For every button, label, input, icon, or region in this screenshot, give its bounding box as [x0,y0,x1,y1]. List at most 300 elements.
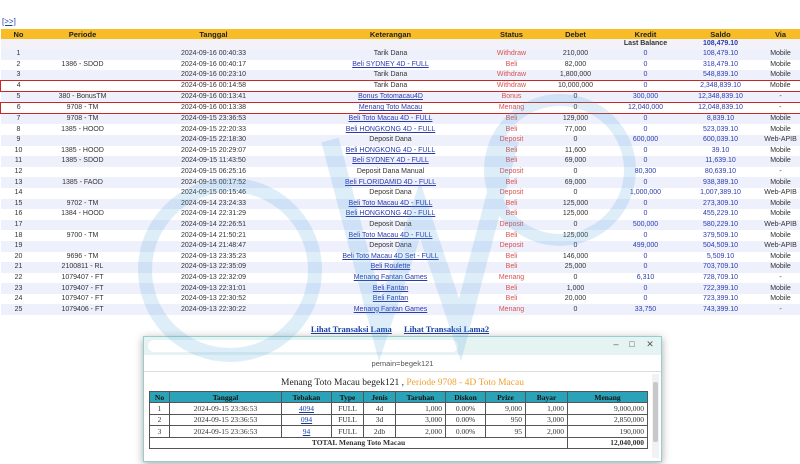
table-row [1,124,800,135]
popup-tab[interactable] [148,340,458,352]
table-row [1,220,800,231]
popup-scrollbar-thumb[interactable] [653,382,658,442]
row-no: 25 [14,305,23,313]
win-col-taruhan: Taruhan [396,392,446,403]
row-tanggal: 2024-09-14 22:26:51 [181,221,246,229]
row-saldo: 2,348,839.10 [700,82,741,90]
row-status: Withdraw [496,50,527,58]
row-no: 23 [14,284,23,292]
row-tanggal: 2024-09-15 23:36:53 [181,115,246,123]
row-no: 17 [14,221,23,229]
row-debet: 0 [573,305,578,313]
popup-scrollbar[interactable] [652,374,659,458]
row-saldo: 318,479.10 [702,60,739,68]
table-row [1,167,800,178]
popup-heading-period: Periode 9708 - 4D Toto Macau [406,378,524,388]
table-header-row [1,29,800,39]
old-transactions2-link[interactable]: Lihat Transaksi Lama2 [403,324,490,334]
row-saldo: 723,399.10 [702,295,739,303]
win-cell-no: 3 [150,426,170,438]
row-via: Web-APIB [764,221,797,229]
table-row [1,241,800,252]
row-kredit: 600,000 [632,136,659,144]
table-row [1,283,800,294]
row-debet: 210,000 [562,50,589,58]
row-keterangan[interactable]: Beli Fantan [372,295,409,303]
row-debet: 69,000 [564,178,587,186]
row-status: Menang [498,305,525,313]
row-debet: 0 [573,242,578,250]
row-status: Beli [505,263,518,271]
win-tebakan-link[interactable]: 4094 [299,403,314,413]
row-periode: 9708 - TM [66,104,99,112]
row-no: 24 [14,295,23,303]
row-no: 22 [14,273,23,281]
row-no: 10 [14,146,23,154]
row-periode: 1385 - HOOD [61,125,104,133]
row-kredit: 0 [643,263,648,271]
row-saldo: 39.10 [711,146,730,154]
win-cell-bayar: 2,000 [526,426,568,438]
row-keterangan: Deposit Dana Manual [356,168,425,176]
row-status: Deposit [499,136,524,144]
row-debet: 1,800,000 [559,71,592,79]
row-keterangan[interactable]: Beli Fantan [372,284,409,292]
col-saldo: Saldo [681,29,761,39]
win-header-row [150,392,648,403]
row-kredit: 0 [643,71,648,79]
row-status: Beli [505,284,518,292]
row-debet: 82,000 [564,60,587,68]
row-debet: 11,600 [565,146,586,154]
win-cell-prize: 95 [486,426,526,438]
row-saldo: 8,839.10 [706,115,735,123]
row-periode: 9696 - TM [66,252,99,260]
row-saldo: 11,639.10 [705,157,736,165]
row-tanggal: 2024-09-16 00:40:33 [181,50,246,58]
win-tebakan-link[interactable]: 94 [302,426,311,436]
row-periode: 380 - BonusTM [58,93,107,101]
row-keterangan[interactable]: Beli Toto Macau 4D Set - FULL [342,252,439,260]
row-debet: 0 [573,136,578,144]
row-periode: 1079407 - FT [61,284,104,292]
row-periode: 1386 - SDOD [61,60,104,68]
win-cell-bayar: 3,000 [526,414,568,426]
popup-heading [144,372,661,391]
row-tanggal: 2024-09-15 06:25:16 [181,168,246,176]
row-debet: 0 [573,93,578,101]
row-tanggal: 2024-09-14 21:50:21 [181,231,246,239]
row-via: Mobile [770,71,791,79]
row-keterangan[interactable]: Beli Roulette [370,263,411,271]
win-cell-bayar: 1,000 [526,403,568,415]
row-via: Mobile [770,178,791,186]
row-via: Mobile [769,82,791,90]
row-kredit: 33,750 [634,305,657,313]
row-tanggal: 2024-09-15 00:17:52 [181,178,246,186]
row-via: Mobile [770,115,791,123]
row-tanggal: 2024-09-15 00:15:46 [181,189,246,197]
row-kredit: 500,000 [632,221,659,229]
table-row [1,81,800,92]
row-status: Beli [505,210,518,218]
row-kredit: 300,000 [632,93,659,101]
row-via: Mobile [770,157,791,165]
win-cell-tebakan [282,426,332,438]
row-debet: 10,000,000 [557,82,594,90]
last-balance-row [1,39,800,49]
row-keterangan: Deposit Dana [369,221,412,229]
row-saldo: 80,639.10 [704,168,737,176]
col-debet: Debet [541,29,611,39]
win-cell-taruhan: 1,000 [396,403,446,415]
row-kredit: 0 [643,146,648,154]
row-keterangan[interactable]: Menang Toto Macau [358,104,423,112]
win-tebakan-link[interactable]: 094 [300,415,313,425]
table-row [1,156,800,167]
win-col-tebakan: Tebakan [282,392,332,403]
row-status: Beli [505,157,518,165]
row-saldo: 5,509.10 [706,252,735,260]
popup-content [144,372,661,461]
row-status: Beli [505,115,518,123]
row-no: 1 [16,50,21,58]
table-row [1,304,800,315]
table-row [1,70,800,81]
row-debet: 20,000 [564,295,587,303]
row-status: Beli [505,60,518,68]
row-saldo: 379,509.10 [702,231,739,239]
row-via: Mobile [770,263,791,271]
row-periode: 1079406 - FT [61,305,104,313]
col-tanggal: Tanggal [129,29,299,39]
row-kredit: 0 [643,231,648,239]
row-saldo: 580,229.10 [702,221,739,229]
row-no: 21 [14,263,23,271]
col-periode: Periode [37,29,129,39]
row-kredit: 0 [643,82,648,90]
row-keterangan[interactable]: Beli HONGKONG 4D - FULL [345,146,436,154]
row-debet: 129,000 [562,115,589,123]
row-status: Deposit [499,189,524,197]
win-col-jenis: Jenis [364,392,396,403]
row-via: Mobile [770,295,791,303]
win-cell-menang: 9,000,000 [568,403,648,415]
table-row [1,188,800,199]
row-via: Mobile [770,125,791,133]
win-col-no: No [150,392,170,403]
row-status: Beli [505,125,518,133]
row-saldo: 108,479.10 [702,50,739,58]
row-debet: 0 [573,104,578,112]
row-periode: 1079407 - FT [61,273,104,281]
row-saldo: 743,399.10 [702,305,739,313]
win-total-row [150,437,648,449]
row-no: 11 [14,157,23,165]
minimize-icon[interactable]: – [613,339,619,349]
row-debet: 25,000 [564,263,587,271]
row-via: Web-APIB [764,136,797,144]
row-status: Beli [505,199,518,207]
row-periode: 1385 - SDOD [61,157,104,165]
row-keterangan[interactable]: Beli Toto Macau 4D - FULL [348,231,433,239]
row-tanggal: 2024-09-16 00:40:17 [181,60,246,68]
next-page-link[interactable]: [>>] [2,17,16,26]
row-tanggal: 2024-09-16 00:23:10 [181,71,246,79]
row-keterangan: Tarik Dana [373,50,408,58]
row-kredit: 0 [643,252,648,260]
win-col-type: Type [332,392,364,403]
row-saldo: 703,709.10 [702,263,739,271]
row-no: 2 [16,60,21,68]
row-no: 13 [14,178,23,186]
row-saldo: 273,309.10 [702,199,739,207]
win-cell-diskon: 0.00% [446,426,486,438]
maximize-icon[interactable]: □ [629,339,635,349]
table-row [1,92,800,103]
row-status: Deposit [499,168,524,176]
win-cell-tanggal: 2024-09-15 23:36:53 [170,403,282,415]
row-keterangan: Tarik Dana [373,82,408,90]
row-status: Deposit [499,221,524,229]
row-keterangan[interactable]: Beli SYDNEY 4D - FULL [352,60,429,68]
row-tanggal: 2024-09-13 22:35:09 [181,263,246,271]
row-tanggal: 2024-09-13 22:32:09 [181,273,246,281]
history-links [0,324,800,334]
row-via: Mobile [770,199,791,207]
row-via: - [779,104,782,112]
win-row [150,414,648,426]
table-row [1,114,800,125]
row-kredit: 0 [643,295,648,303]
row-status: Bonus [501,93,522,101]
col-kredit: Kredit [611,29,681,39]
row-status: Beli [505,295,518,303]
row-via: - [779,305,782,313]
table-row [1,146,800,157]
row-saldo: 12,348,839.10 [698,93,743,101]
win-cell-menang: 190,000 [568,426,648,438]
row-via: Mobile [770,252,791,260]
row-periode: 1385 - HOOD [61,146,104,154]
win-cell-tanggal: 2024-09-15 23:36:53 [170,414,282,426]
row-tanggal: 2024-09-15 22:18:30 [181,136,246,144]
row-status: Beli [505,146,518,154]
row-no: 5 [16,93,21,101]
row-via: Web-APIB [764,242,797,250]
row-no: 8 [16,125,21,133]
row-kredit: 0 [643,284,648,292]
win-cell-type: FULL [332,414,364,426]
row-keterangan[interactable]: Beli Toto Macau 4D - FULL [348,199,433,207]
row-periode: 9700 - TM [66,231,99,239]
win-total-label: TOTAL Menang Toto Macau [150,437,568,449]
row-kredit: 1,000,000 [629,189,662,197]
win-cell-menang: 2,850,000 [568,414,648,426]
popup-window [143,336,662,462]
row-debet: 0 [573,221,578,229]
win-col-menang: Menang [568,392,648,403]
table-row [1,262,800,273]
row-tanggal: 2024-09-13 23:35:23 [181,252,246,260]
row-kredit: 0 [643,60,648,68]
row-saldo: 938,389.10 [702,178,739,186]
row-status: Menang [498,273,525,281]
win-cell-taruhan: 3,000 [396,414,446,426]
win-cell-diskon: 0.00% [446,414,486,426]
row-via: Mobile [770,60,791,68]
row-kredit: 0 [643,157,648,165]
row-debet: 77,000 [564,125,587,133]
row-tanggal: 2024-09-14 22:31:29 [181,210,246,218]
row-tanggal: 2024-09-15 22:20:33 [181,125,246,133]
win-col-diskon: Diskon [446,392,486,403]
row-via: - [779,93,782,101]
row-no: 19 [14,242,23,250]
table-row [1,49,800,60]
popup-heading-main: Menang Toto Macau begek121 , [281,378,404,388]
row-keterangan[interactable]: Menang Fantan Games [353,273,428,281]
close-icon[interactable]: ✕ [646,339,654,349]
row-no: 3 [16,71,21,79]
row-tanggal: 2024-09-14 21:48:47 [181,242,246,250]
row-via: Mobile [770,146,791,154]
table-row [1,273,800,284]
row-tanggal: 2024-09-14 23:24:33 [181,199,246,207]
win-cell-no: 2 [150,414,170,426]
row-debet: 146,000 [562,252,589,260]
row-kredit: 80,300 [634,168,657,176]
row-saldo: 728,709.10 [702,273,739,281]
popup-titlebar[interactable] [144,337,661,355]
row-keterangan: Tarik Dana [373,71,408,79]
win-cell-jenis: 2db [364,426,396,438]
row-keterangan[interactable]: Menang Fantan Games [353,305,428,313]
row-saldo: 12,048,839.10 [698,104,743,112]
row-kredit: 6,310 [636,273,655,281]
row-debet: 125,000 [562,199,589,207]
row-saldo: 600,039.10 [702,136,739,144]
row-via: Web-APIB [764,189,797,197]
col-no: No [1,29,37,39]
row-via: Mobile [770,210,791,218]
win-cell-prize: 950 [486,414,526,426]
row-no: 14 [14,189,23,197]
row-status: Beli [505,178,518,186]
row-kredit: 0 [643,199,648,207]
row-via: Mobile [770,50,791,58]
col-via: Via [761,29,800,39]
row-kredit: 0 [643,50,648,58]
win-total-value: 12,040,000 [568,437,648,449]
win-detail-table [149,391,648,449]
win-cell-jenis: 4d [364,403,396,415]
win-cell-tebakan [282,414,332,426]
row-keterangan[interactable]: Beli HONGKONG 4D - FULL [345,125,436,133]
row-tanggal: 2024-09-16 00:13:41 [181,93,246,101]
row-debet: 69,000 [564,157,587,165]
row-debet: 0 [573,189,578,197]
win-cell-taruhan: 2,000 [396,426,446,438]
row-debet: 125,000 [562,231,589,239]
table-row [1,135,800,146]
table-row [1,199,800,210]
row-kredit: 12,040,000 [627,104,664,112]
row-keterangan: Deposit Dana [369,189,412,197]
table-row [1,252,800,263]
row-keterangan[interactable]: Beli Toto Macau 4D - FULL [348,115,433,123]
win-cell-diskon: 0.00% [446,403,486,415]
win-row [150,403,648,415]
popup-url: pemain=begek121 [144,355,661,372]
win-cell-tanggal: 2024-09-15 23:36:53 [170,426,282,438]
row-no: 12 [14,168,23,176]
row-tanggal: 2024-09-16 00:13:38 [181,104,246,112]
table-row [1,294,800,305]
transaction-table [0,29,800,315]
row-keterangan[interactable]: Beli SYDNEY 4D - FULL [352,157,429,165]
row-tanggal: 2024-09-15 11:43:50 [181,157,246,165]
win-row [150,426,648,438]
row-periode: 1384 - HOOD [61,210,104,218]
win-cell-type: FULL [332,426,364,438]
row-saldo: 455,229.10 [702,210,739,218]
win-cell-tebakan [282,403,332,415]
row-debet: 0 [573,168,578,176]
row-keterangan: Deposit Dana [369,242,412,250]
row-kredit: 0 [643,210,648,218]
row-periode: 1385 - FAOD [62,178,103,186]
row-tanggal: 2024-09-13 22:31:01 [181,284,246,292]
row-keterangan[interactable]: Beli HONGKONG 4D - FULL [345,210,436,218]
table-row [1,103,800,114]
row-tanggal: 2024-09-13 22:30:22 [181,305,246,313]
row-no: 15 [14,199,23,207]
last-balance-value: 108,479.10 [681,39,761,49]
win-cell-jenis: 3d [364,414,396,426]
row-saldo: 722,399.10 [702,284,739,292]
row-via: - [779,273,782,281]
win-cell-prize: 9,000 [486,403,526,415]
row-keterangan[interactable]: Beli FLORIDAMID 4D - FULL [344,178,437,186]
row-saldo: 1,007,389.10 [700,189,741,197]
row-debet: 125,000 [562,210,589,218]
col-keterangan: Keterangan [299,29,483,39]
row-debet: 1,000 [566,284,585,292]
row-periode: 9708 - TM [66,115,99,123]
row-no: 20 [14,252,23,260]
row-kredit: 0 [643,178,648,186]
row-keterangan: Deposit Dana [369,136,412,144]
table-row [1,177,800,188]
row-status: Beli [505,252,518,260]
old-transactions-link[interactable]: Lihat Transaksi Lama [310,324,392,334]
row-kredit: 0 [643,115,648,123]
win-col-bayar: Bayar [526,392,568,403]
row-keterangan[interactable]: Bonus Totomacau4D [358,93,423,101]
row-status: Deposit [499,242,524,250]
win-cell-no: 1 [150,403,170,415]
row-status: Menang [498,104,525,112]
row-periode: 9702 - TM [66,199,99,207]
col-status: Status [483,29,541,39]
row-no: 16 [14,210,23,218]
row-no: 9 [16,136,21,144]
row-no: 4 [16,82,21,90]
row-via: - [779,168,782,176]
row-tanggal: 2024-09-15 20:29:07 [181,146,246,154]
row-tanggal: 2024-09-16 00:14:58 [181,82,246,90]
